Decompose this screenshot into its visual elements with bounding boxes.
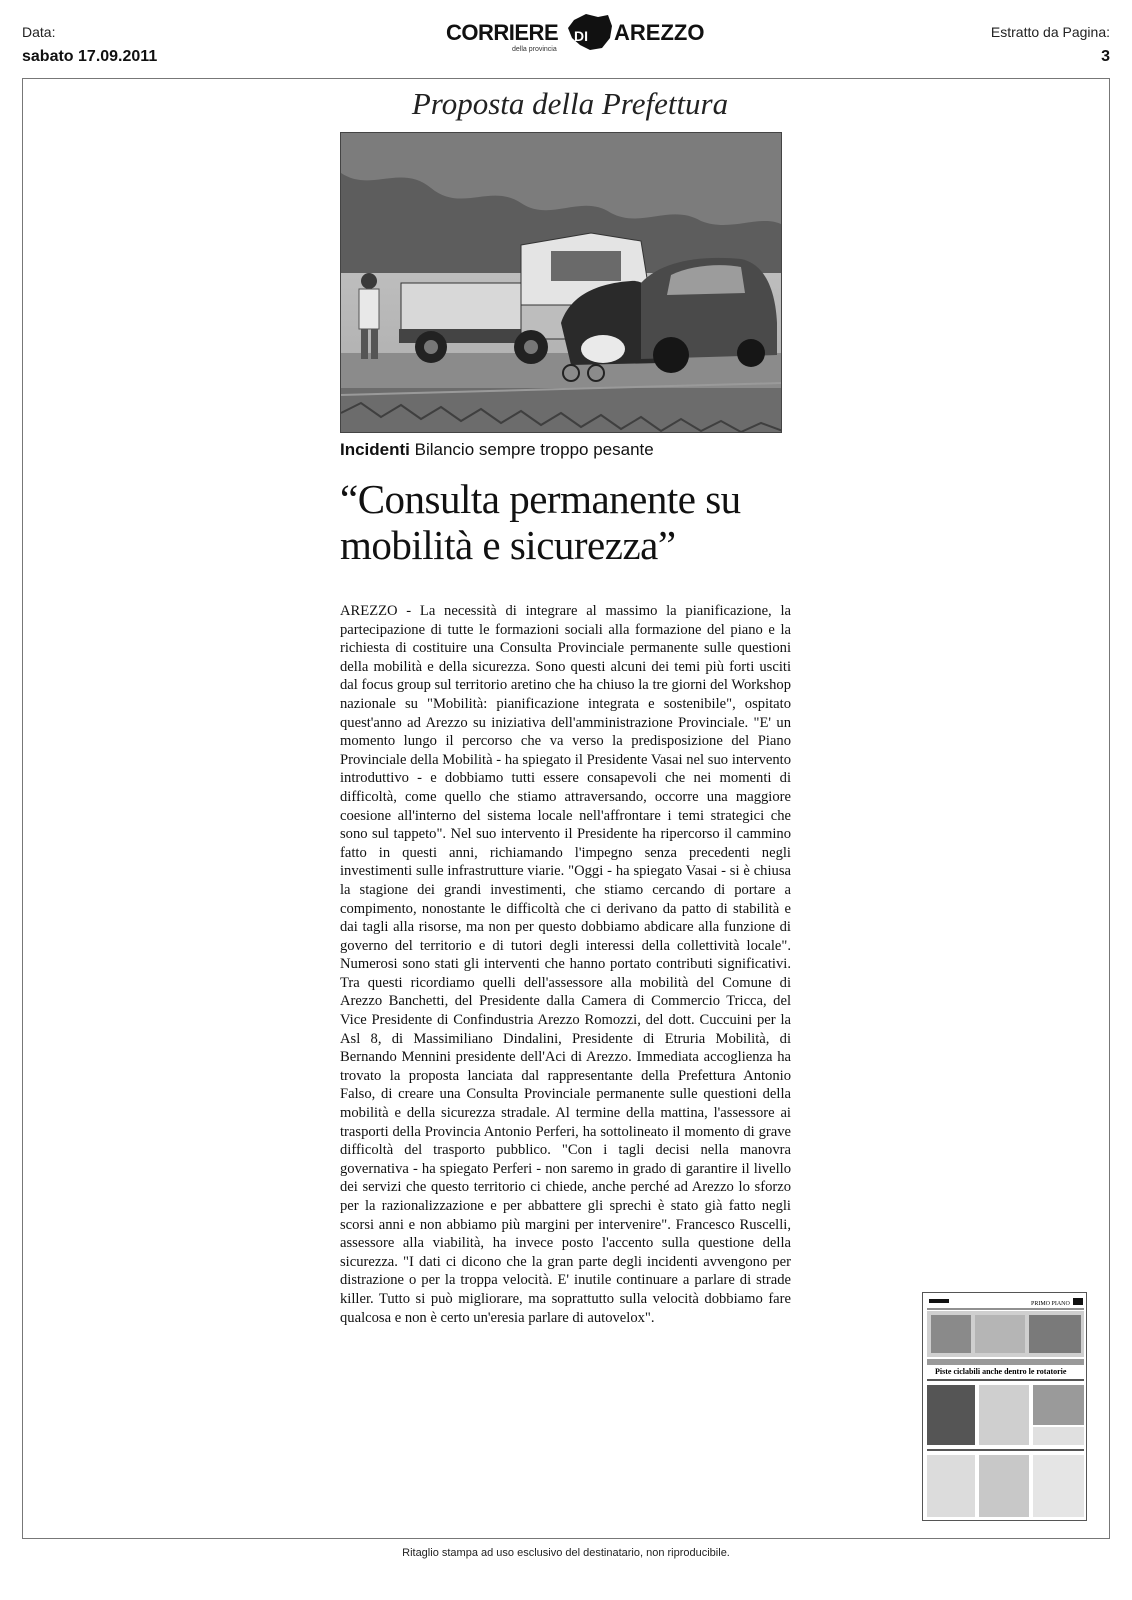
date-value: sabato 17.09.2011 [22,48,158,65]
province-map-icon [564,12,616,52]
accident-photo-graphic [341,133,782,433]
page-thumbnail-graphic [923,1293,1087,1521]
accident-photo [340,132,782,433]
thumbnail-headline: Piste ciclabili anche dentro le rotatorie [935,1367,1067,1376]
page-number: 3 [1101,48,1110,65]
masthead-name: CORRIERE [446,20,559,45]
masthead-city: AREZZO [614,20,705,45]
article-body: AREZZO - La necessità di integrare al massimo la pianificazione, la partecipazione di tutte le formazioni sociali alla formazione del piano e la richiesta di costituire una Consulta Provinciale permanente sulle questioni della mobilità e della sicurezza. Sono questi alcuni dei temi più forti usciti dal focus group sul territorio aretino che ha chiuso la tre giorni del Workshop nazionale su "Mobilità: pianificazione integrata e sostenibile", ospitato quest'anno ad Arezzo su iniziativa dell'amministrazione Provinciale. "E' un momento lungo il percorso che va verso la predisposizione del Piano Provinciale della Mobilità - ha spiegato il Presidente Vasai nel suo intervento introduttivo - e dobbiamo tutti essere consapevoli che nei momenti di difficoltà, come quello che stiamo attraversando, occorre una maggiore coesione all'interno del sistema locale nell'affrontare i temi strategici che sono sul tappeto". Nel suo intervento il Presidente ha ripercorso il cammino fatto in questi anni, richiamando l'impegno senza precedenti negli investimenti sulle infrastrutture viarie. "Oggi - ha spiegato Vasai - si è chiusa la stagione dei grandi investimenti, che stiamo cercando di portare a compimento, nonostante le difficoltà che ci derivano da patto di stabilità e dai tagli alla risorse, ma non per questo dobbiamo abdicare alla funzione di governo del territorio e di tutori degli interessi della collettività locale". Numerosi sono stati gli interventi che hanno portato contributi significativi. Tra questi ricordiamo quelli dell'assessore alla mobilità del Comune di Arezzo Banchetti, del Presidente dalla Camera di Commercio Tricca, del Vice Presidente di Confindustria Arezzo Romozzi, del dott. Cuccuini per la Asl 8, di Massimiliano Dindalini, Presidente di Etruria Mobilità, di Bernando Mennini presidente dell'Aci di Arezzo. Immediata accoglienza ha trovato la proposta lanciata dal rappresentante della Prefettura Antonio Falso, di creare una Consulta Provinciale permanente sulle questioni della mobilità e della sicurezza stradale. Al termine della mattina, l'assessore ai trasporti della Provincia Antonio Perferi, ha sottolineato il momento di grave difficoltà del trasporto pubblico. "Con i tagli decisi nella manovra governativa - ha spiegato Perferi - non saremo in grado di garantire il livello dei servizi che questo territorio ci chiede, anche perché ad Arezzo lo sforzo per la razionalizzazione e per abbattere gli sprechi è stato già fatto negli scorsi anni e non abbiamo più margini per intervenire". Francesco Ruscelli, assessore alla viabilità, ha invece posto l'accento sulla questione della sicurezza. "I dati ci dicono che la gran parte degli incidenti avvengono per distrazione o per la troppa velocità. E' inutile continuare a parlare di strade killer. Tutto si può migliorare, ma soprattutto sulla velocità dobbiamo fare qualcosa e non è certo un'eresia parlare di autovelox". [340,603,791,1326]
header-date-block [22,24,157,66]
page-label: Estratto da Pagina: [990,24,1110,40]
header-page-block [991,24,1110,66]
subhead-text: Bilancio sempre troppo pesante [409,440,654,459]
masthead-di: DI [574,28,588,44]
article-subhead [340,440,654,460]
newspaper-masthead [446,12,705,54]
date-label: Data: [22,24,56,40]
thumbnail-masthead: PRIMO PIANO [1031,1301,1070,1307]
article-headline: “Consulta permanente su mobilità e sicurezza” [340,476,741,568]
page-thumbnail [922,1292,1087,1521]
subhead-topic: Incidenti [340,440,410,459]
footer-disclaimer: Ritaglio stampa ad uso esclusivo del destinatario, non riproducibile. [402,1547,730,1559]
masthead-subtitle: della provincia [512,46,557,53]
article-kicker: Proposta della Prefettura [411,86,729,121]
